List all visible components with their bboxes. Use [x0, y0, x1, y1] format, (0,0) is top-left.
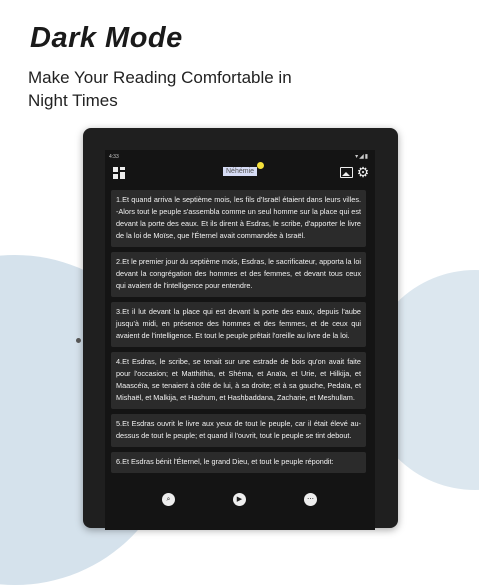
promo-subhead: Make Your Reading Comfortable in Night Times [28, 68, 292, 110]
verse-card[interactable]: 5.Et Esdras ouvrit le livre aux yeux de tout le peuple, car il était élevé au-dessus de tout le peuple; et quand il l'ouvrit, tout le peuple se tint debout. [111, 414, 366, 447]
reader-bottombar [160, 493, 320, 507]
more-icon[interactable]: ⋯ [304, 493, 317, 506]
verse-card[interactable]: 3.Et il lut devant la place qui est devant la porte des eaux, depuis l'aube jusqu'à midi, en présence des hommes et des femmes, et de ceux qui avaient de l'intelligence. Et tout le peuple prêtait l'oreille au livre de la loi. [111, 302, 366, 347]
grid-menu-icon[interactable] [113, 167, 125, 179]
reader-topbar [105, 162, 375, 184]
book-title[interactable]: Néhémie [223, 167, 257, 176]
play-icon[interactable]: ▶ [233, 493, 246, 506]
tablet-camera [76, 338, 81, 343]
verse-card[interactable]: 1.Et quand arriva le septième mois, les fils d'Israël étaient dans leurs villes. -Alors tout le peuple s'assembla comme un seul homme sur la place qui est devant la porte des eaux. Et ils dirent à Esdras, le scribe, d'apporter le livre de la loi de Moïse, que l'Éternel avait commandée à Israël. [111, 190, 366, 247]
gear-icon[interactable]: ⚙ [356, 164, 370, 180]
search-icon[interactable]: ⌕ [162, 493, 175, 506]
verse-card[interactable]: 2.Et le premier jour du septième mois, Esdras, le sacrificateur, apporta la loi devant la congrégation des hommes et des femmes, et devant tous ceux qui avaient de l'intelligence pour entendre. [111, 252, 366, 297]
verse-list [111, 190, 366, 478]
verse-card[interactable]: 6.Et Esdras bénit l'Éternel, le grand Dieu, et tout le peuple répondit: [111, 452, 366, 473]
verse-card[interactable]: 4.Et Esdras, le scribe, se tenait sur une estrade de bois qu'on avait faite pour l'occasion; et Matthithia, et Shéma, et Anaïa, et Urie, et Hilkija, et Maascéïa, se tenaient à côté de lui, à sa droite; et à sa gauche, Pedaïa, et Mishaël, et Malkija, et Hashum, et Hashbaddana, Zacharie, et Meshullam. [111, 352, 366, 409]
tablet-screen [105, 150, 375, 530]
signal-icon: ▾◢▮ [355, 154, 369, 160]
promo-headline: Dark Mode [30, 22, 183, 54]
notification-badge [257, 162, 264, 169]
status-time: 4:33 [109, 154, 119, 160]
status-bar [105, 152, 375, 162]
image-icon[interactable] [340, 167, 353, 178]
